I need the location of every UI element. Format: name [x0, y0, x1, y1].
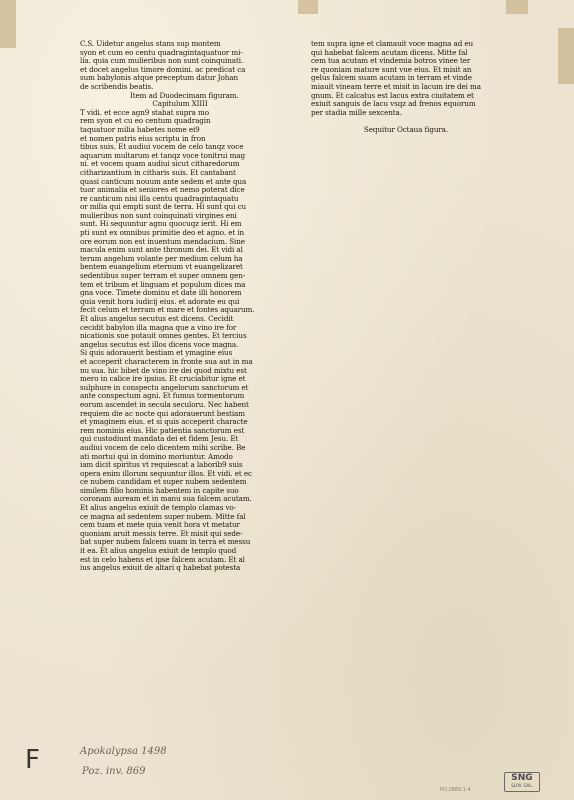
left_column-line: rem syon et cu eo centum quadragin	[80, 116, 211, 126]
left-text-column	[80, 40, 280, 573]
stamp-main-text: SNG	[511, 773, 533, 783]
left_column-line: qui custodiunt mandata dei et fidem Jesu. Et	[80, 434, 239, 444]
left_column-line: angelus secutus est illos dicens voce magna.	[80, 339, 239, 349]
left_column-line: cem tuam et mete quia venit hora vt metatur	[80, 520, 240, 530]
left_column-line: bat super nubem falcem suam in terra et messu	[80, 537, 251, 547]
handwritten-note-2: Poz. inv. 869	[82, 766, 146, 777]
left_column-line: rem nominis eius. Hic patientia sanctorum est	[80, 425, 245, 435]
left_column-line: et ymaginem eius. et si quis acceperit characte	[80, 417, 248, 427]
right_column-line: re quoniam mature sunt vue eius. Et misit an	[311, 64, 472, 74]
left_column-line: ce magna ad sedentem super nubem. Mitte fal	[80, 511, 246, 521]
paper-tab-top-right-2	[506, 0, 528, 14]
left_column-line: or milia qui empti sunt de terra. Hi sunt qui cu	[80, 202, 247, 212]
right_column-line: tem supra igne et clamauit voce magna ad eu	[311, 40, 474, 48]
left_column-line: quasi canticum nouum ante sedem et ante qua	[80, 176, 247, 186]
left_column-line: citharizantium in citharis suis. Et cantabant	[80, 167, 236, 177]
left_column-line: ius angelus exiuit de altari q habebat potesta	[80, 563, 241, 573]
left_column-line: et nomen patris eius scriptu in fron	[80, 133, 206, 143]
left_column-line: nu sua. hic bibet de vino ire dei quod mixtu est	[80, 365, 247, 375]
left_column-line: lia. quia cum mulieribus non sunt coinquinati.	[80, 56, 244, 66]
right_column-line: exiuit sanguis de lacu vsqz ad frenos equorum	[311, 99, 476, 109]
left_column-line: Item ad Duodecimam figuram.	[130, 90, 239, 100]
left_column-line: it ea. Et alius angelus exiuit de templo quod	[80, 546, 237, 556]
left_column-line: quia venit hora iudicij eius. et adorate eu qui	[80, 296, 240, 306]
left_column-line: Et alius angelus secutus est dicens. Cecidit	[80, 314, 234, 323]
left_column-line: T vidi. et ecce agn9 stabat supra mo	[80, 107, 209, 117]
right_column-line: per stadia mille sexcenta.	[311, 107, 402, 117]
left_column-line: sulphure in conspectu angelorum sanctorum et	[80, 382, 249, 392]
left_column-line: sunt. Hi sequuntur agnu quocuqz ierit. Hi em	[80, 219, 242, 229]
left_column-line: coronam auream et in manu sua falcem acutam.	[80, 494, 252, 504]
left_column-line: quoniam aruit messis terre. Et misit qui sede-	[80, 528, 243, 538]
right_column-line: cem tua acutam et vindemia botros vinee ter	[311, 56, 471, 66]
paper-tab-top-center	[298, 0, 318, 14]
left_column-line: aquarum multarum et tanqz voce tonitrui mag	[80, 150, 245, 160]
next-figure-heading: Sequitur Octaua figura.	[363, 124, 449, 134]
left_column-line: audiui vocem de celo dicentem mihi scribe. Be	[80, 442, 246, 452]
left_column-line: cecidit babylon illa magna que a vino ire for	[80, 322, 237, 332]
left_column-line: macula enim sunt ante thronum dei. Et vidi al	[80, 245, 243, 255]
left_column-line: sum babylonis atque preceptum datur Johan	[80, 73, 238, 83]
left_column-line: Et alius angelus exiuit de templo clamas vo-	[80, 503, 236, 513]
left_column-line: similem filio hominis habentem in capite suo	[80, 485, 239, 495]
left_column-line: re canticum nisi illa centu quadragintaquatu	[80, 193, 239, 203]
left_column-line: nicationis sue potauit omnes gentes. Et tercius	[80, 331, 247, 341]
stamp-sub-text: SLOV. GAL.	[511, 783, 533, 788]
left_column-line: C.S. Uidetur angelus stans sup montem	[80, 40, 221, 48]
left_column-line: de scribendis beatis.	[80, 81, 154, 91]
left_column-line: Capitulum XIIII	[152, 99, 208, 109]
handwritten-note-1: Apokalypsa 1498	[80, 746, 167, 757]
gallery-stamp	[504, 772, 540, 792]
right_column-line: miauit vineam terre et misit in lacum ire dei ma	[311, 81, 481, 91]
left_column-line: taquatuor milia habetes nome ei9	[80, 124, 200, 134]
letter-mark: F	[25, 745, 40, 775]
left_column-line: ni. et vocem quam audiui sicut citharedorum	[80, 159, 240, 169]
left_column-line: ce nubem candidam et super nubem sedentem	[80, 477, 247, 487]
left_column-line: eorum ascendet in secula seculoru. Nec habent	[80, 399, 249, 409]
left_column-line: ati mortui qui in domino moriuntur. Amodo	[80, 451, 233, 461]
left_column-line: pti sunt ex omnibus primitie deo et agno. et in	[80, 228, 245, 238]
paper-tab-top-left	[0, 0, 16, 48]
inventory-number: PO.2869.1-4	[440, 787, 471, 793]
left_column-line: Si quis adorauerit bestiam et ymagine eius	[80, 348, 233, 358]
left_column-line: et docet angelus timore domini. ac predicat ca	[80, 64, 246, 74]
paper-tab-top-right	[558, 28, 574, 84]
left_column-line: ore eorum non est inuentum mendacium. Sine	[80, 236, 245, 246]
left_column-line: terum angelum volante per medium celum ha	[80, 253, 243, 263]
left_column-line: mulieribus non sunt coinquinati virgines eni	[80, 210, 237, 220]
left_column-line: opera enim illorum sequuntur illos. Et vidi. et ec	[80, 468, 252, 478]
left_column-line: gna voce. Timete dominu et date illi honorem	[80, 288, 242, 298]
left_column-line: syon et cum eo centu quadragintaquatuor mi-	[80, 47, 243, 57]
left_column-line: fecit celum et terram et mare et fontes aquarum.	[80, 305, 255, 315]
left_column-line: tibus suis. Et audiui vocem de celo tanqz voce	[80, 142, 244, 152]
left_column-line: sedentibus super terram et super omnem gen-	[80, 271, 246, 281]
left_column-line: iam dicit spiritus vt requiescat a laborib9 suis	[80, 460, 243, 470]
left_column-line: tuor animalia et seniores et nemo poterat dice	[80, 185, 245, 195]
left_column-line: est in celo habens et ipse falcem acutam. Et al	[80, 554, 245, 564]
right-text-column	[311, 40, 501, 135]
right_column-line: gnum. Et calcatus est lacus extra ciuitatem et	[311, 90, 474, 100]
left_column-line: mero in calice ire ipsius. Et cruciabitur igne et	[80, 374, 246, 384]
right_column-line: qui habebat falcem acutam dicens. Mitte fal	[311, 47, 468, 57]
left_column-line: bentem euangelium eternum vt euangelizaret	[80, 262, 243, 272]
left_column-line: et acceperit characterem in fronte sua aut in ma	[80, 356, 253, 366]
right_column-line: gelus falcem suam acutam in terram et vinde	[311, 73, 472, 83]
left_column-line: ante conspectum agni. Et fumus tormentorum	[80, 391, 245, 401]
left_column-line: requiem die ac nocte qui adorauerunt bestiam	[80, 408, 245, 418]
left_column-line: tem et tribum et linguam et populum dices ma	[80, 279, 246, 289]
